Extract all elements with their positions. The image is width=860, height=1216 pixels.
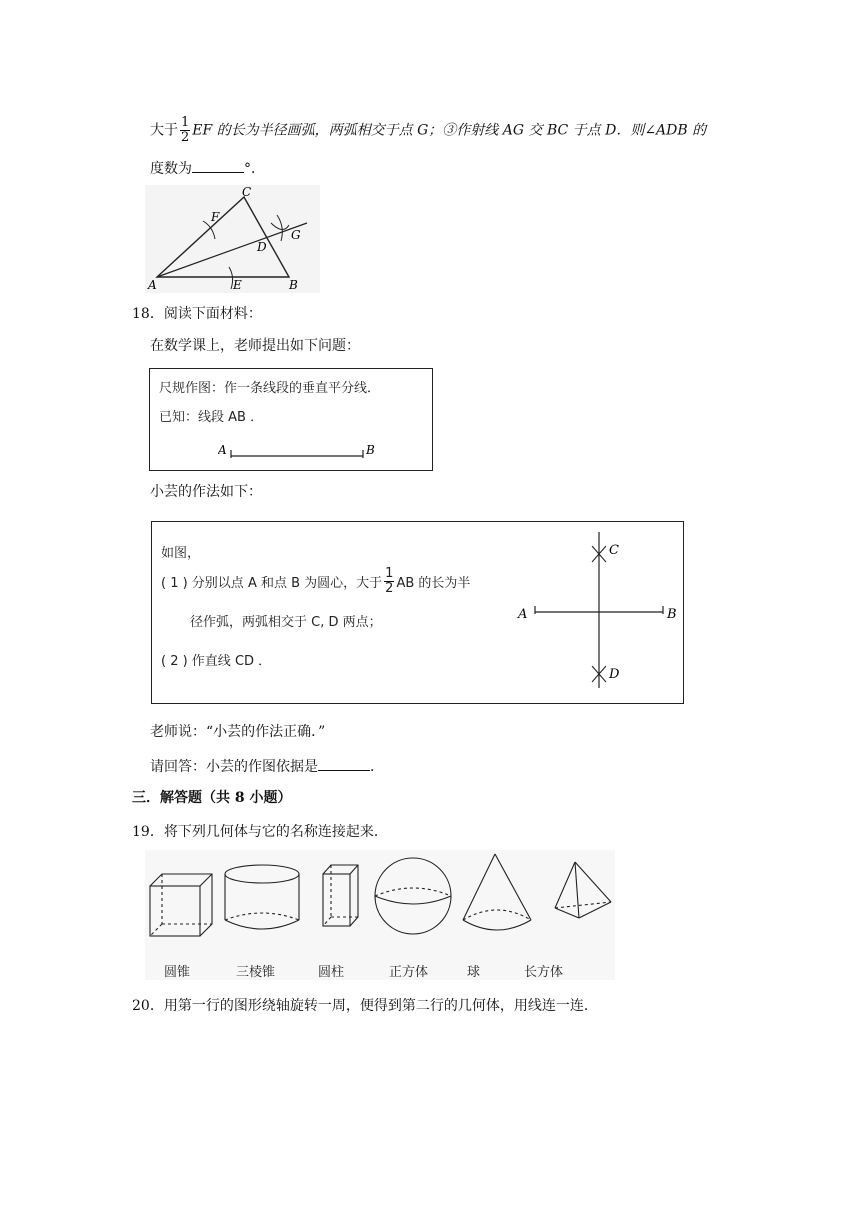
q20-text: 20．用第一行的图形绕轴旋转一周，便得到第二行的几何体，用线连一连． bbox=[132, 998, 598, 1014]
method-line4: ( 2 ) 作直线 CD ． bbox=[161, 654, 272, 669]
q18-intro: 在数学课上，老师提出如下问题： bbox=[150, 338, 360, 354]
teacher-remark: 老师说：“小芸的作法正确．” bbox=[150, 724, 326, 740]
q18-heading: 18．阅读下面材料： bbox=[132, 306, 262, 322]
svg-text:B: B bbox=[667, 607, 677, 622]
q18-answer-prompt: 请回答：小芸的作图依据是 ． bbox=[150, 756, 384, 777]
q18-method-intro: 小芸的作法如下： bbox=[150, 484, 262, 500]
solid-name-cuboid: 长方体 bbox=[524, 965, 564, 980]
method-line1: 如图， bbox=[161, 546, 201, 561]
svg-text:C: C bbox=[609, 543, 619, 558]
q19-text: 19．将下列几何体与它的名称连接起来． bbox=[132, 824, 388, 840]
svg-text:A: A bbox=[218, 443, 227, 457]
method-line2: ( 1 ) 分别以点 A 和点 B 为圆心，大于 $\frac{1}{2}$ AB 的长为半 bbox=[161, 566, 471, 596]
svg-text:A: A bbox=[518, 607, 528, 622]
q17-triangle-figure bbox=[145, 185, 320, 293]
q17-text-prefix: 大于 bbox=[150, 122, 178, 139]
label-G: G bbox=[291, 228, 301, 242]
label-B: B bbox=[289, 278, 298, 292]
problem-box bbox=[149, 368, 433, 471]
label-E: E bbox=[233, 278, 242, 292]
perpendicular-bisector-figure bbox=[516, 528, 682, 698]
problem-box-line2: 已知：线段 AB ． bbox=[159, 410, 264, 425]
method-box bbox=[151, 521, 684, 704]
solid-name-cone: 圆锥 bbox=[164, 965, 191, 980]
solid-name-sphere: 球 bbox=[467, 965, 481, 980]
method-line3: 径作弧，两弧相交于 C, D 两点； bbox=[190, 615, 382, 630]
q17-line2: 度数为 °． bbox=[150, 158, 265, 179]
label-F: F bbox=[211, 210, 220, 224]
answer-blank[interactable] bbox=[192, 158, 244, 173]
half-fraction: $\frac{1}{2}$ bbox=[181, 115, 190, 145]
q17-line1 bbox=[150, 116, 706, 145]
label-C: C bbox=[242, 185, 252, 199]
label-A: A bbox=[148, 278, 157, 292]
solid-name-triangular-pyramid: 三棱锥 bbox=[236, 965, 276, 980]
solid-name-cylinder: 圆柱 bbox=[318, 965, 345, 980]
answer-blank[interactable] bbox=[318, 756, 370, 771]
label-D: D bbox=[257, 240, 267, 254]
problem-box-line1: 尺规作图：作一条线段的垂直平分线． bbox=[159, 381, 381, 396]
svg-text:D: D bbox=[609, 667, 620, 682]
half-fraction: $\frac{1}{2}$ bbox=[385, 566, 394, 596]
segment-ab-figure bbox=[218, 437, 383, 463]
q17-text-rest: EF 的长为半径画弧，两弧相交于点 G；③作射线 AG 交 BC 于点 D．则∠ADB 的 bbox=[192, 122, 707, 139]
svg-text:B: B bbox=[366, 443, 375, 457]
section-title: 三．解答题（共 8 小题） bbox=[132, 790, 292, 806]
solid-name-cube: 正方体 bbox=[389, 965, 429, 980]
